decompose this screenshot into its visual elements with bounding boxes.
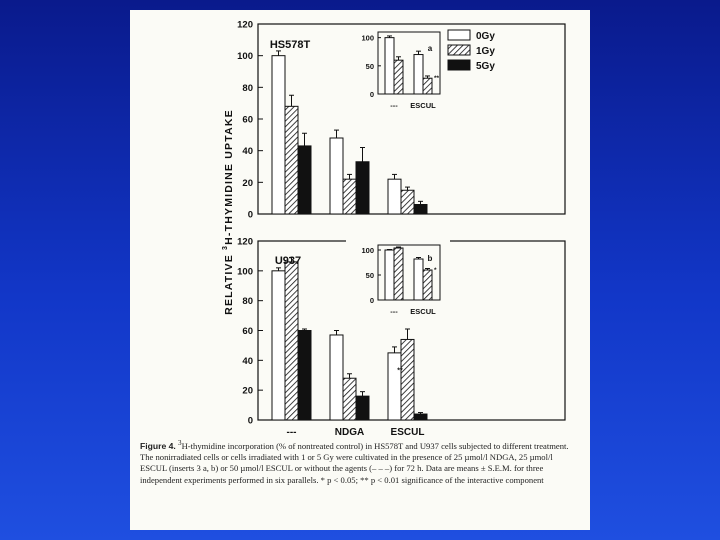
panel-u937	[237, 237, 565, 436]
inset-significance-marker: **	[434, 75, 440, 83]
y-tick-label: 80	[242, 82, 253, 94]
bar-1gy-3	[401, 339, 414, 420]
inset-y-tick-label: 100	[361, 246, 374, 255]
inset-bar-1gy-1	[394, 248, 403, 300]
y-tick-label: 40	[242, 146, 253, 158]
y-tick-label: 40	[242, 355, 253, 367]
bar-1gy-1	[285, 262, 298, 420]
bar-5gy-1	[298, 331, 311, 421]
x-category-label: ---	[286, 427, 297, 435]
bar-0gy-1	[272, 271, 285, 420]
inset-category-label: ESCUL	[410, 101, 436, 110]
bar-chart-figure	[130, 10, 590, 435]
inset-y-tick-label: 0	[369, 296, 374, 305]
scanned-figure-page	[130, 10, 590, 530]
inset-significance-marker: *	[434, 267, 437, 274]
inset-category-label: ---	[390, 307, 398, 316]
y-tick-label: 120	[237, 19, 253, 31]
y-tick-label: 120	[237, 236, 253, 248]
caption-label: Figure 4.	[140, 440, 176, 451]
y-axis-label: RELATIVE $^3$H-THYMIDINE UPTAKE	[222, 109, 235, 315]
panel-title: U937	[274, 255, 302, 267]
caption-text: H-thymidine incorporation (% of nontreated control) in HS578T and U937 cells subjected to different treatment. The nonirradiated cells or cells irradiated with 1 or 5 Gy were cultivated in the presence of 25 µmol/l NDGA, 25 µmol/l ESCUL (inserts 3 a, b) or 50 µmol/l ESCUL or without the agents (– – –) for 72 h. Data are means ± S.E.M. for three independent experiments performed in six parallels. * p < 0.05; ** p < 0.01 significance of the interactive component	[140, 440, 569, 485]
inset-y-tick-label: 50	[365, 61, 374, 71]
legend-swatch-1gy	[448, 45, 470, 55]
legend-label-5gy: 5Gy	[476, 61, 495, 72]
inset-category-label: ---	[390, 101, 398, 110]
y-tick-label: 0	[247, 209, 253, 221]
bar-1gy-3	[401, 190, 414, 214]
inset-y-tick-label: 100	[361, 33, 374, 43]
x-category-label: ESCUL	[390, 427, 425, 435]
inset-letter: a	[427, 44, 433, 53]
inset-b	[346, 239, 450, 322]
inset-a	[346, 26, 450, 116]
legend	[448, 30, 495, 72]
legend-label-1gy: 1Gy	[476, 46, 495, 57]
bar-0gy-2	[330, 138, 343, 214]
y-tick-label: 20	[242, 177, 253, 189]
inset-y-tick-label: 50	[365, 271, 374, 280]
bar-0gy-3	[388, 353, 401, 420]
inset-bar-0gy-1	[385, 38, 394, 94]
y-tick-label: 100	[237, 51, 253, 63]
panel-title: HS578T	[269, 39, 311, 51]
panel-hs578t	[237, 20, 565, 221]
bar-5gy-2	[356, 396, 369, 420]
inset-bar-1gy-1	[394, 60, 403, 94]
legend-label-0gy: 0Gy	[476, 31, 495, 42]
bar-1gy-1	[285, 106, 298, 214]
caption-superscript: 3	[177, 439, 182, 447]
significance-marker: **	[397, 367, 403, 375]
inset-bar-1gy-2	[423, 270, 432, 300]
bar-5gy-2	[356, 162, 369, 214]
inset-bar-1gy-2	[423, 78, 432, 94]
bar-0gy-3	[388, 179, 401, 214]
y-tick-label: 20	[242, 385, 253, 397]
legend-swatch-5gy	[448, 60, 470, 70]
figure-caption	[140, 438, 580, 486]
inset-y-tick-label: 0	[369, 90, 374, 99]
inset-bar-0gy-1	[385, 250, 394, 300]
y-tick-label: 60	[242, 326, 253, 337]
y-tick-label: 80	[242, 296, 253, 308]
y-tick-label: 0	[247, 415, 253, 427]
bar-5gy-3	[414, 205, 427, 215]
inset-bar-0gy-2	[414, 259, 423, 300]
bar-1gy-2	[343, 179, 356, 214]
legend-swatch-0gy	[448, 30, 470, 40]
inset-category-label: ESCUL	[410, 307, 436, 316]
bar-0gy-2	[330, 335, 343, 420]
y-tick-label: 60	[242, 114, 253, 126]
bar-5gy-1	[298, 146, 311, 214]
y-tick-label: 100	[237, 266, 253, 278]
bar-5gy-3	[414, 414, 427, 420]
inset-bar-0gy-2	[414, 55, 423, 94]
bar-1gy-2	[343, 378, 356, 420]
inset-letter: b	[427, 254, 433, 263]
x-category-label: NDGA	[334, 427, 365, 435]
bar-0gy-1	[272, 56, 285, 214]
